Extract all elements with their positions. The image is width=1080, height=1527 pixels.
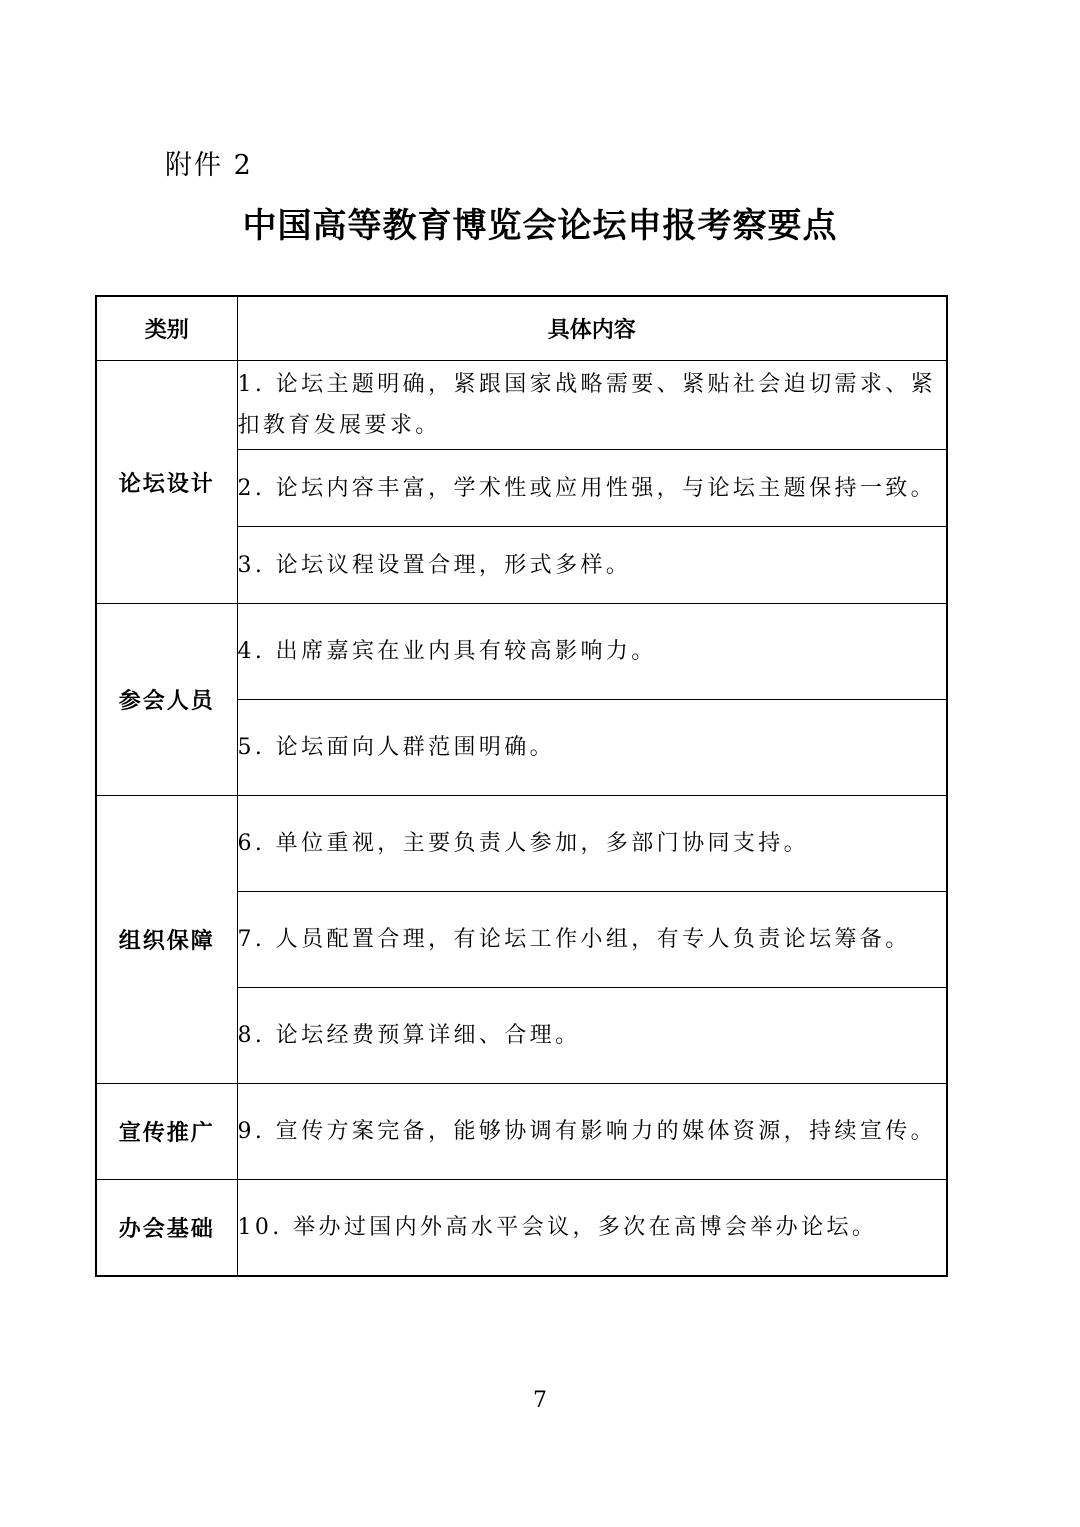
category-forum-design: 论坛设计	[96, 361, 237, 604]
table-row	[96, 796, 947, 892]
table-cell-item: 1. 论坛主题明确，紧跟国家战略需要、紧贴社会迫切需求、紧扣教育发展要求。	[237, 361, 947, 450]
table-cell-item: 4. 出席嘉宾在业内具有较高影响力。	[237, 604, 947, 700]
table-row	[96, 604, 947, 700]
requirements-table	[95, 295, 948, 1277]
page-number: 7	[533, 1388, 547, 1413]
table-header-row	[96, 296, 947, 361]
table-cell-item: 8. 论坛经费预算详细、合理。	[237, 988, 947, 1084]
attachment-label: 附件 2	[165, 150, 253, 181]
table-cell-item: 6. 单位重视，主要负责人参加，多部门协同支持。	[237, 796, 947, 892]
table-cell-item: 5. 论坛面向人群范围明确。	[237, 700, 947, 796]
table-cell-item: 2. 论坛内容丰富，学术性或应用性强，与论坛主题保持一致。	[237, 450, 947, 527]
table-row	[96, 1084, 947, 1180]
table-cell-item: 9. 宣传方案完备，能够协调有影响力的媒体资源，持续宣传。	[237, 1084, 947, 1180]
category-promotion: 宣传推广	[96, 1084, 237, 1180]
category-attendees: 参会人员	[96, 604, 237, 796]
category-organization: 组织保障	[96, 796, 237, 1084]
column-header-category: 类别	[96, 296, 237, 361]
column-header-content: 具体内容	[237, 296, 947, 361]
document-title: 中国高等教育博览会论坛申报考察要点	[242, 206, 838, 246]
table-row	[96, 1180, 947, 1277]
table-cell-item: 3. 论坛议程设置合理，形式多样。	[237, 527, 947, 604]
table-cell-item: 10. 举办过国内外高水平会议，多次在高博会举办论坛。	[237, 1180, 947, 1277]
table-row	[96, 361, 947, 450]
table-cell-item: 7. 人员配置合理，有论坛工作小组，有专人负责论坛筹备。	[237, 892, 947, 988]
category-hosting-basis: 办会基础	[96, 1180, 237, 1277]
